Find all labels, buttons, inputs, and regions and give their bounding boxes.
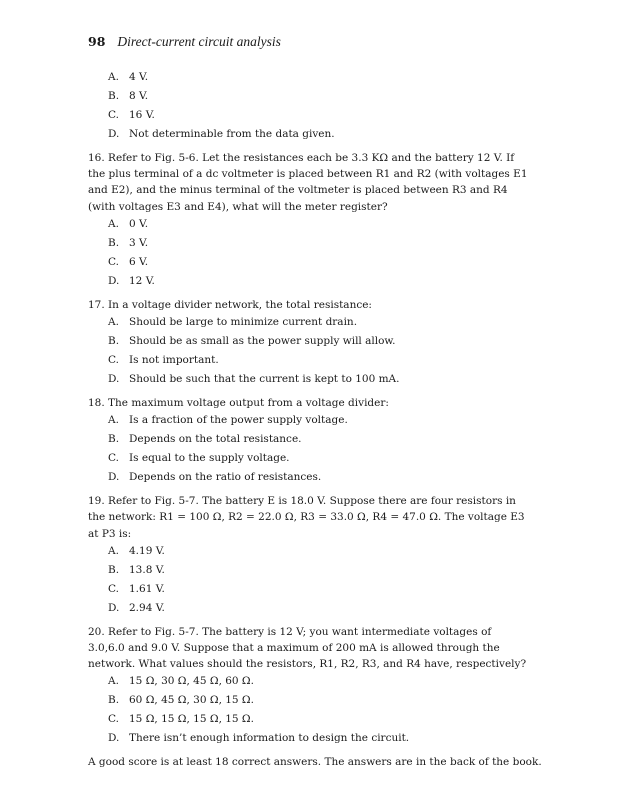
answer-option: A. 15 Ω, 30 Ω, 45 Ω, 60 Ω. [108, 675, 254, 688]
page-number: 98 [88, 34, 106, 49]
answer-option: C. 15 Ω, 15 Ω, 15 Ω, 15 Ω. [108, 713, 254, 726]
question-text: 19. Refer to Fig. 5-7. The battery E is 18.0 V. Suppose there are four resistors in the network: R1 = 100 Ω, R2 = 22.0 Ω, R3 = 33.0 Ω, R4 = 47.0 Ω. The voltage E3 at P3 is: [88, 495, 525, 540]
answer-option: C. 6 V. [108, 255, 149, 268]
answer-option: B. 60 Ω, 45 Ω, 30 Ω, 15 Ω. [108, 694, 254, 707]
q15-options [88, 68, 528, 144]
question-17 [88, 297, 528, 389]
question-20 [88, 624, 528, 749]
question-text: 18. The maximum voltage output from a voltage divider: [88, 397, 389, 410]
answer-option: D. 2.94 V. [108, 601, 165, 614]
answer-option: B. 8 V. [108, 90, 149, 102]
answer-option: D. 12 V. [108, 274, 155, 287]
score-note: A good score is at least 18 correct answers. The answers are in the back of the book. [88, 756, 542, 769]
answer-option: A. Should be large to minimize current drain. [108, 316, 358, 329]
quiz-content [88, 68, 542, 771]
answer-option: D. Not determinable from the data given. [108, 128, 335, 140]
answer-option: A. 4.19 V. [108, 544, 165, 557]
question-text: 20. Refer to Fig. 5-7. The battery is 12 V; you want intermediate voltages of 3.0,6.0 and 9.0 V. Suppose that a maximum of 200 mA is allowed through the network. What values should the resistors, R1, R2, R3, and R4 have, respectively? [88, 625, 527, 671]
question-text: 16. Refer to Fig. 5-6. Let the resistances each be 3.3 KΩ and the battery 12 V. If the plus terminal of a dc voltmeter is placed between R1 and R2 (with voltages E1 and E2), and the minus terminal of the voltmeter is placed between R3 and R4 (with voltages E3 and E4), what will the meter register? [88, 152, 528, 213]
answer-option: D. Should be such that the current is kept to 100 mA. [108, 373, 400, 386]
question-19 [88, 493, 528, 618]
answer-option: B. 3 V. [108, 236, 149, 249]
answer-option: A. 4 V. [108, 71, 149, 83]
answer-option: D. There isn’t enough information to design the circuit. [108, 732, 410, 745]
answer-option: B. Depends on the total resistance. [108, 433, 302, 446]
question-text: 17. In a voltage divider network, the total resistance: [88, 298, 372, 311]
answer-option: A. 0 V. [108, 217, 149, 230]
answer-option: C. Is not important. [108, 354, 219, 367]
question-18 [88, 395, 528, 487]
answer-option: C. 1.61 V. [108, 582, 165, 595]
answer-option: C. 16 V. [108, 109, 155, 121]
answer-option: B. 13.8 V. [108, 563, 165, 576]
answer-option: B. Should be as small as the power supply will allow. [108, 335, 396, 348]
question-16 [88, 150, 528, 291]
answer-option: C. Is equal to the supply voltage. [108, 452, 290, 465]
running-header [88, 34, 281, 50]
answer-option: D. Depends on the ratio of resistances. [108, 471, 322, 484]
chapter-title: Direct-current circuit analysis [117, 34, 281, 49]
answer-option: A. Is a fraction of the power supply voltage. [108, 414, 348, 427]
